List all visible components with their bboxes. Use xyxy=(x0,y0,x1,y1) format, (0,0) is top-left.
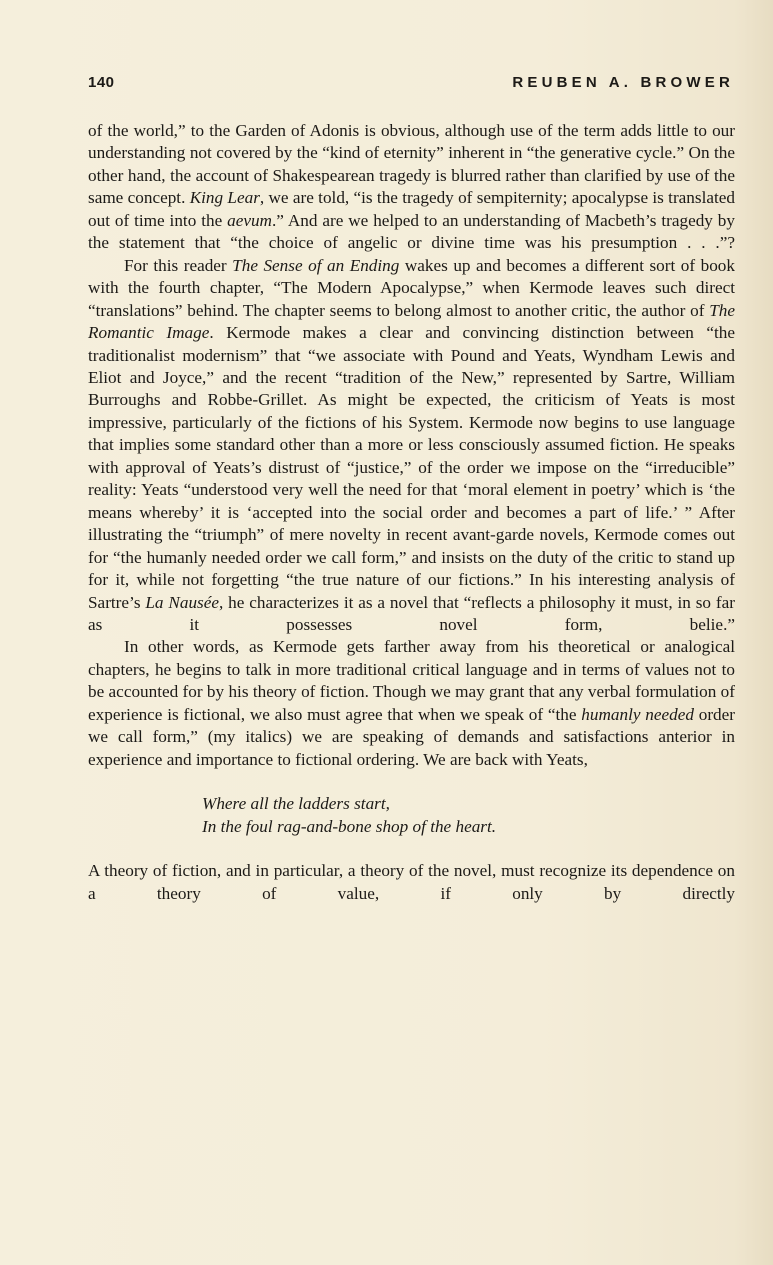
paragraph-3: In other words, as Kermode gets farther away from his theoretical or analogical chapters, he begins to talk in more traditional critical language and in terms of values not to be accounted for by his theory of fiction. Though we may grant that any verbal formulation of experience is fictional, we also must agree that when we speak of “the humanly needed order we call form,” (my italics) we are speaking of demands and satisfactions anterior in experience and importance to fictional ordering. We are back with Yeats, xyxy=(88,637,735,769)
emphasis-humanly-needed: humanly needed xyxy=(581,704,694,724)
paragraph-4: A theory of fiction, and in particular, a theory of the novel, must recognize its dependence on a theory of value, if only by directly xyxy=(88,861,735,903)
verse-line-2: In the foul rag-and-bone shop of the heart. xyxy=(202,816,497,836)
term-aevum: aevum xyxy=(227,210,272,230)
title-king-lear: King Lear xyxy=(189,188,260,208)
body-text xyxy=(88,120,735,905)
page-number: 140 xyxy=(88,74,115,91)
paragraph-1: of the world,” to the Garden of Adonis is obvious, although use of the term adds little to our understanding not covered by the “kind of eternity” inherent in “the generative cycle.” On the other hand, the account of Shakespearean tragedy is blurred rather than clarified by use of the same concept. King Lear, we are told, “is the tragedy of sempiternity; apocalypse is translated out of time into the aevum.” And are we helped to an understanding of Macbeth’s tragedy by the statement that “the choice of angelic or divine time was his presumption . . .”? xyxy=(88,121,735,253)
title-la-nausee: La Nausée xyxy=(145,592,219,612)
verse-line-1: Where all the ladders start, xyxy=(202,794,390,814)
page-header xyxy=(88,74,734,98)
running-head: REUBEN A. BROWER xyxy=(512,74,734,91)
title-romantic-image: The Romantic Image xyxy=(88,300,735,343)
verse-quotation xyxy=(202,793,735,838)
paragraph-2: For this reader The Sense of an Ending wakes up and becomes a different sort of book with the fourth chapter, “The Modern Apocalypse,” when Kermode leaves such direct “translations” behind. The chapter seems to belong almost to another critic, the author of The Romantic Image. Kermode makes a clear and convincing distinction between “the traditionalist modernism” that “we associate with Pound and Yeats, Wyndham Lewis and Eliot and Joyce,” and the recent “tradition of the New,” represented by Sartre, William Burroughs and Robbe-Grillet. As might be expected, the criticism of Yeats is most impressive, particularly of the fictions of his System. Kermode now begins to use language that implies some standard other than a more or less consciously assumed fiction. He speaks with approval of Yeats’s distrust of “justice,” of the order we impose on the “irreducible” reality: Yeats “understood very well the need for that ‘moral element in poetry’ which is ‘the means whereby’ it is ‘accepted into the social order and becomes a part of life.’ ” After illustrating the “triumph” of mere novelty in recent avant-garde novels, Kermode comes out for “the humanly needed order we call form,” and insists on the duty of the critic to stand up for it, while not forgetting “the true nature of our fictions.” In his interesting analysis of Sartre’s La Nausée, he characterizes it as a novel that “reflects a philosophy it must, in so far as it possesses novel form, belie.” xyxy=(88,255,735,634)
title-sense-of-an-ending: The Sense of an Ending xyxy=(232,255,400,275)
